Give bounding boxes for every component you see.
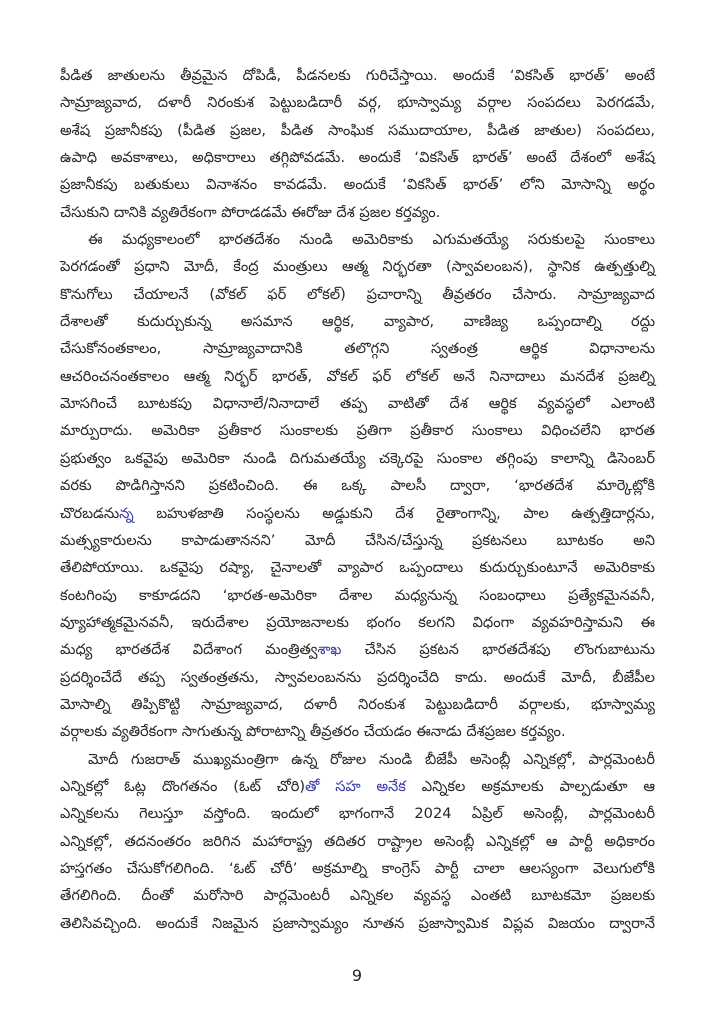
text-line [60, 500, 655, 527]
page-number: 9 [351, 966, 363, 985]
paragraph-1 [60, 62, 655, 226]
text-line: ఉపాధి అవకాశాలు, అధికారాలు తగ్గిపోవడమే. అందుకే ‘వికసిత్ భారత్’ అంటే దేశంలో అశేష [60, 149, 655, 167]
text-line: చేసుకోనంతకాలం, సామ్రాజ్యవాదానికి తలొగ్గని స్వతంత్ర ఆర్థిక విధానాలను [60, 340, 655, 358]
text-segment: బహుళజాతి సంస్థలను అడ్డుకుని దేశ రైతాంగాన్ని, పాల ఉత్పత్తిదార్లను, [133, 504, 655, 522]
paragraph-2 [60, 226, 655, 746]
text-line: ఆచరించనంతకాలం ఆత్మ నిర్భర్ భారత్, వోకల్ ఫర్ లోకల్ అనే నినాదాలు మనదేశ ప్రజల్ని [60, 367, 655, 385]
text-line: పీడిత జాతులను తీవ్రమైన దోపిడీ, పీడనలకు గురిచేస్తాయి. అందుకే ‘వికసిత్ భారత్’ అంటే [60, 67, 655, 84]
text-line: ఈ మధ్యకాలంలో భారతదేశం నుండి అమెరికాకు ఎగుమతయ్యే సరుకులపై సుంకాలు [88, 231, 655, 249]
text-line: తేలిపోయాయి. ఒకవైపు రష్యా, చైనాలతో వ్యాపార ఒప్పందాలు కుదుర్చుకుంటూనే అమెరికాకు [60, 559, 655, 577]
text-line: వర్గాలకు వ్యతిరేకంగా సాగుతున్న పోరాటాన్ని తీవ్రతరం చేయడం ఈనాడు దేశప్రజల కర్తవ్యం. [60, 723, 566, 741]
text-line: సామ్రాజ్యవాద, దళారీ నిరంకుశ పెట్టుబడిదారీ వర్గ, భూస్వామ్య వర్గాల సంపదలు పెరగడమే, [60, 94, 655, 112]
text-segment: ఎన్నికల అక్రమాలకు పాల్పడుతూ ఆ [405, 777, 655, 795]
text-line: దేశాలతో కుదుర్చుకున్న అసమాన ఆర్థిక, వ్యాపార, వాణిజ్య ఒప్పందాల్ని రద్దు [60, 313, 655, 331]
text-line: కంటగింపు కాకూడదని ‘భారత-అమెరికా దేశాల మధ్యనున్న సంబంధాలు ప్రత్యేకమైనవనీ, [60, 586, 655, 604]
highlighted-text: శాఖ [317, 641, 342, 659]
text-line: మోసగించే బూటకపు విధానాలే/నినాదాలే తప్ప వాటితో దేశ ఆర్థిక వ్యవస్థలో ఎలాంటి [60, 395, 655, 413]
text-line: ఎన్నికల్లో, తదనంతరం జరిగిన మహారాష్ట్ర తదితర రాష్ట్రాల అసెంబ్లీ ఎన్నికల్లో ఆ పార్టీ అధికారం [60, 832, 655, 850]
text-line: ప్రదర్శించేదే తప్ప స్వతంత్రతను, స్వావలంబనను ప్రదర్శించేది కాదు. అందుకే మోదీ, బీజేపీల [60, 668, 655, 686]
text-line: ప్రభుత్వం ఒకవైపు అమెరికా నుండి దిగుమతయ్యే చక్కెరపై సుంకాల తగ్గింపు కాలాన్ని డిసెంబర్ [60, 449, 655, 467]
text-line: తేగలిగింది. దీంతో మరోసారి పార్లమెంటరీ ఎన్నికల వ్యవస్థ ఎంతటి బూటకమో ప్రజలకు [60, 887, 655, 905]
text-line: ఎన్నికలను గెలుస్తూ వస్తోంది. ఇందులో భాగంగానే 2024 ఏప్రిల్ అసెంబ్లీ, పార్లమెంటరీ [60, 805, 655, 823]
text-line [60, 636, 655, 663]
text-line: పెరగడంతో ప్రధాని మోదీ, కేంద్ర మంత్రులు ఆత్మ నిర్భరతా (స్వావలంబన), స్థానిక ఉత్పత్తుల్ని [60, 258, 655, 276]
text-line: మోసాల్ని తిప్పికొట్టి సామ్రాజ్యవాద, దళారీ నిరంకుశ పెట్టుబడిదారీ వర్గాలకు, భూస్వామ్య [60, 695, 655, 713]
highlighted-text: తో సహ అనేక [305, 777, 406, 795]
text-line: వరకు పొడిగిస్తానని ప్రకటించింది. ఈ ఒక్క పాలసీ ద్వారా, ‘భారతదేశ మార్కెట్లోకి [60, 477, 655, 495]
text-line: కొనుగోలు చేయాలనే (వోకల్ ఫర్ లోకల్) ప్రచారాన్ని తీవ్రతరం చేసారు. సామ్రాజ్యవాద [60, 285, 655, 303]
text-line: మత్స్యకారులను కాపాడుతాననని’ మోదీ చేసిన/చేస్తున్న ప్రకటనలు బూటకం అని [60, 531, 655, 549]
text-segment: మధ్య భారతదేశ విదేశాంగ మంత్రిత్వ [60, 641, 318, 659]
highlighted-text: న్న [119, 504, 134, 522]
text-line: ప్రజానీకపు బతుకులు వినాశనం కావడమే. అందుకే ‘వికసిత్ భారత్’ లోని మోసాన్ని అర్థం [60, 176, 655, 194]
text-line: తెలిసివచ్చింది. అందుకే నిజమైన ప్రజాస్వామ్యం నూతన ప్రజాస్వామిక విప్లవ విజయం ద్వారానే [60, 914, 655, 932]
text-segment: చొరబడను [60, 504, 120, 522]
text-line: మోదీ గుజరాత్ ముఖ్యమంత్రిగా ఉన్న రోజుల నుండి బీజేపీ అసెంబ్లీ ఎన్నికల్లో, పార్లమెంటరీ [88, 750, 655, 768]
text-line: హస్తగతం చేసుకోగలిగింది. ‘ఓట్ చోరీ’ అక్రమాల్ని కాంగ్రెస్ పార్టీ చాలా ఆలస్యంగా వెలుగులోకి [60, 859, 655, 877]
text-line: అశేష ప్రజానీకపు (పీడిత ప్రజల, పీడిత సాంఘిక సముదాయాల, పీడిత జాతుల) సంపదలు, [60, 121, 655, 139]
text-segment: ఎన్నికల్లో ఓట్ల దొంగతనం (ఓట్ చోరి) [60, 777, 306, 795]
text-segment: చేసిన ప్రకటన భారతదేశపు లొంగుబాటును [341, 641, 655, 659]
text-line: మార్పురాదు. అమెరికా ప్రతీకార సుంకాలకు ప్రతిగా ప్రతీకార సుంకాలు విధించలేని భారత [60, 422, 655, 440]
paragraph-3 [60, 746, 655, 937]
body-text [60, 62, 655, 937]
text-line: చేసుకుని దానికి వ్యతిరేకంగా పోరాడడమే ఈరోజు దేశ ప్రజల కర్తవ్యం. [60, 203, 441, 221]
text-line: వ్యూహాత్మకమైనవనీ, ఇరుదేశాల ప్రయోజనాలకు భంగం కలగని విధంగా వ్యవహరిస్తామని ఈ [60, 613, 655, 631]
text-line [60, 773, 655, 800]
